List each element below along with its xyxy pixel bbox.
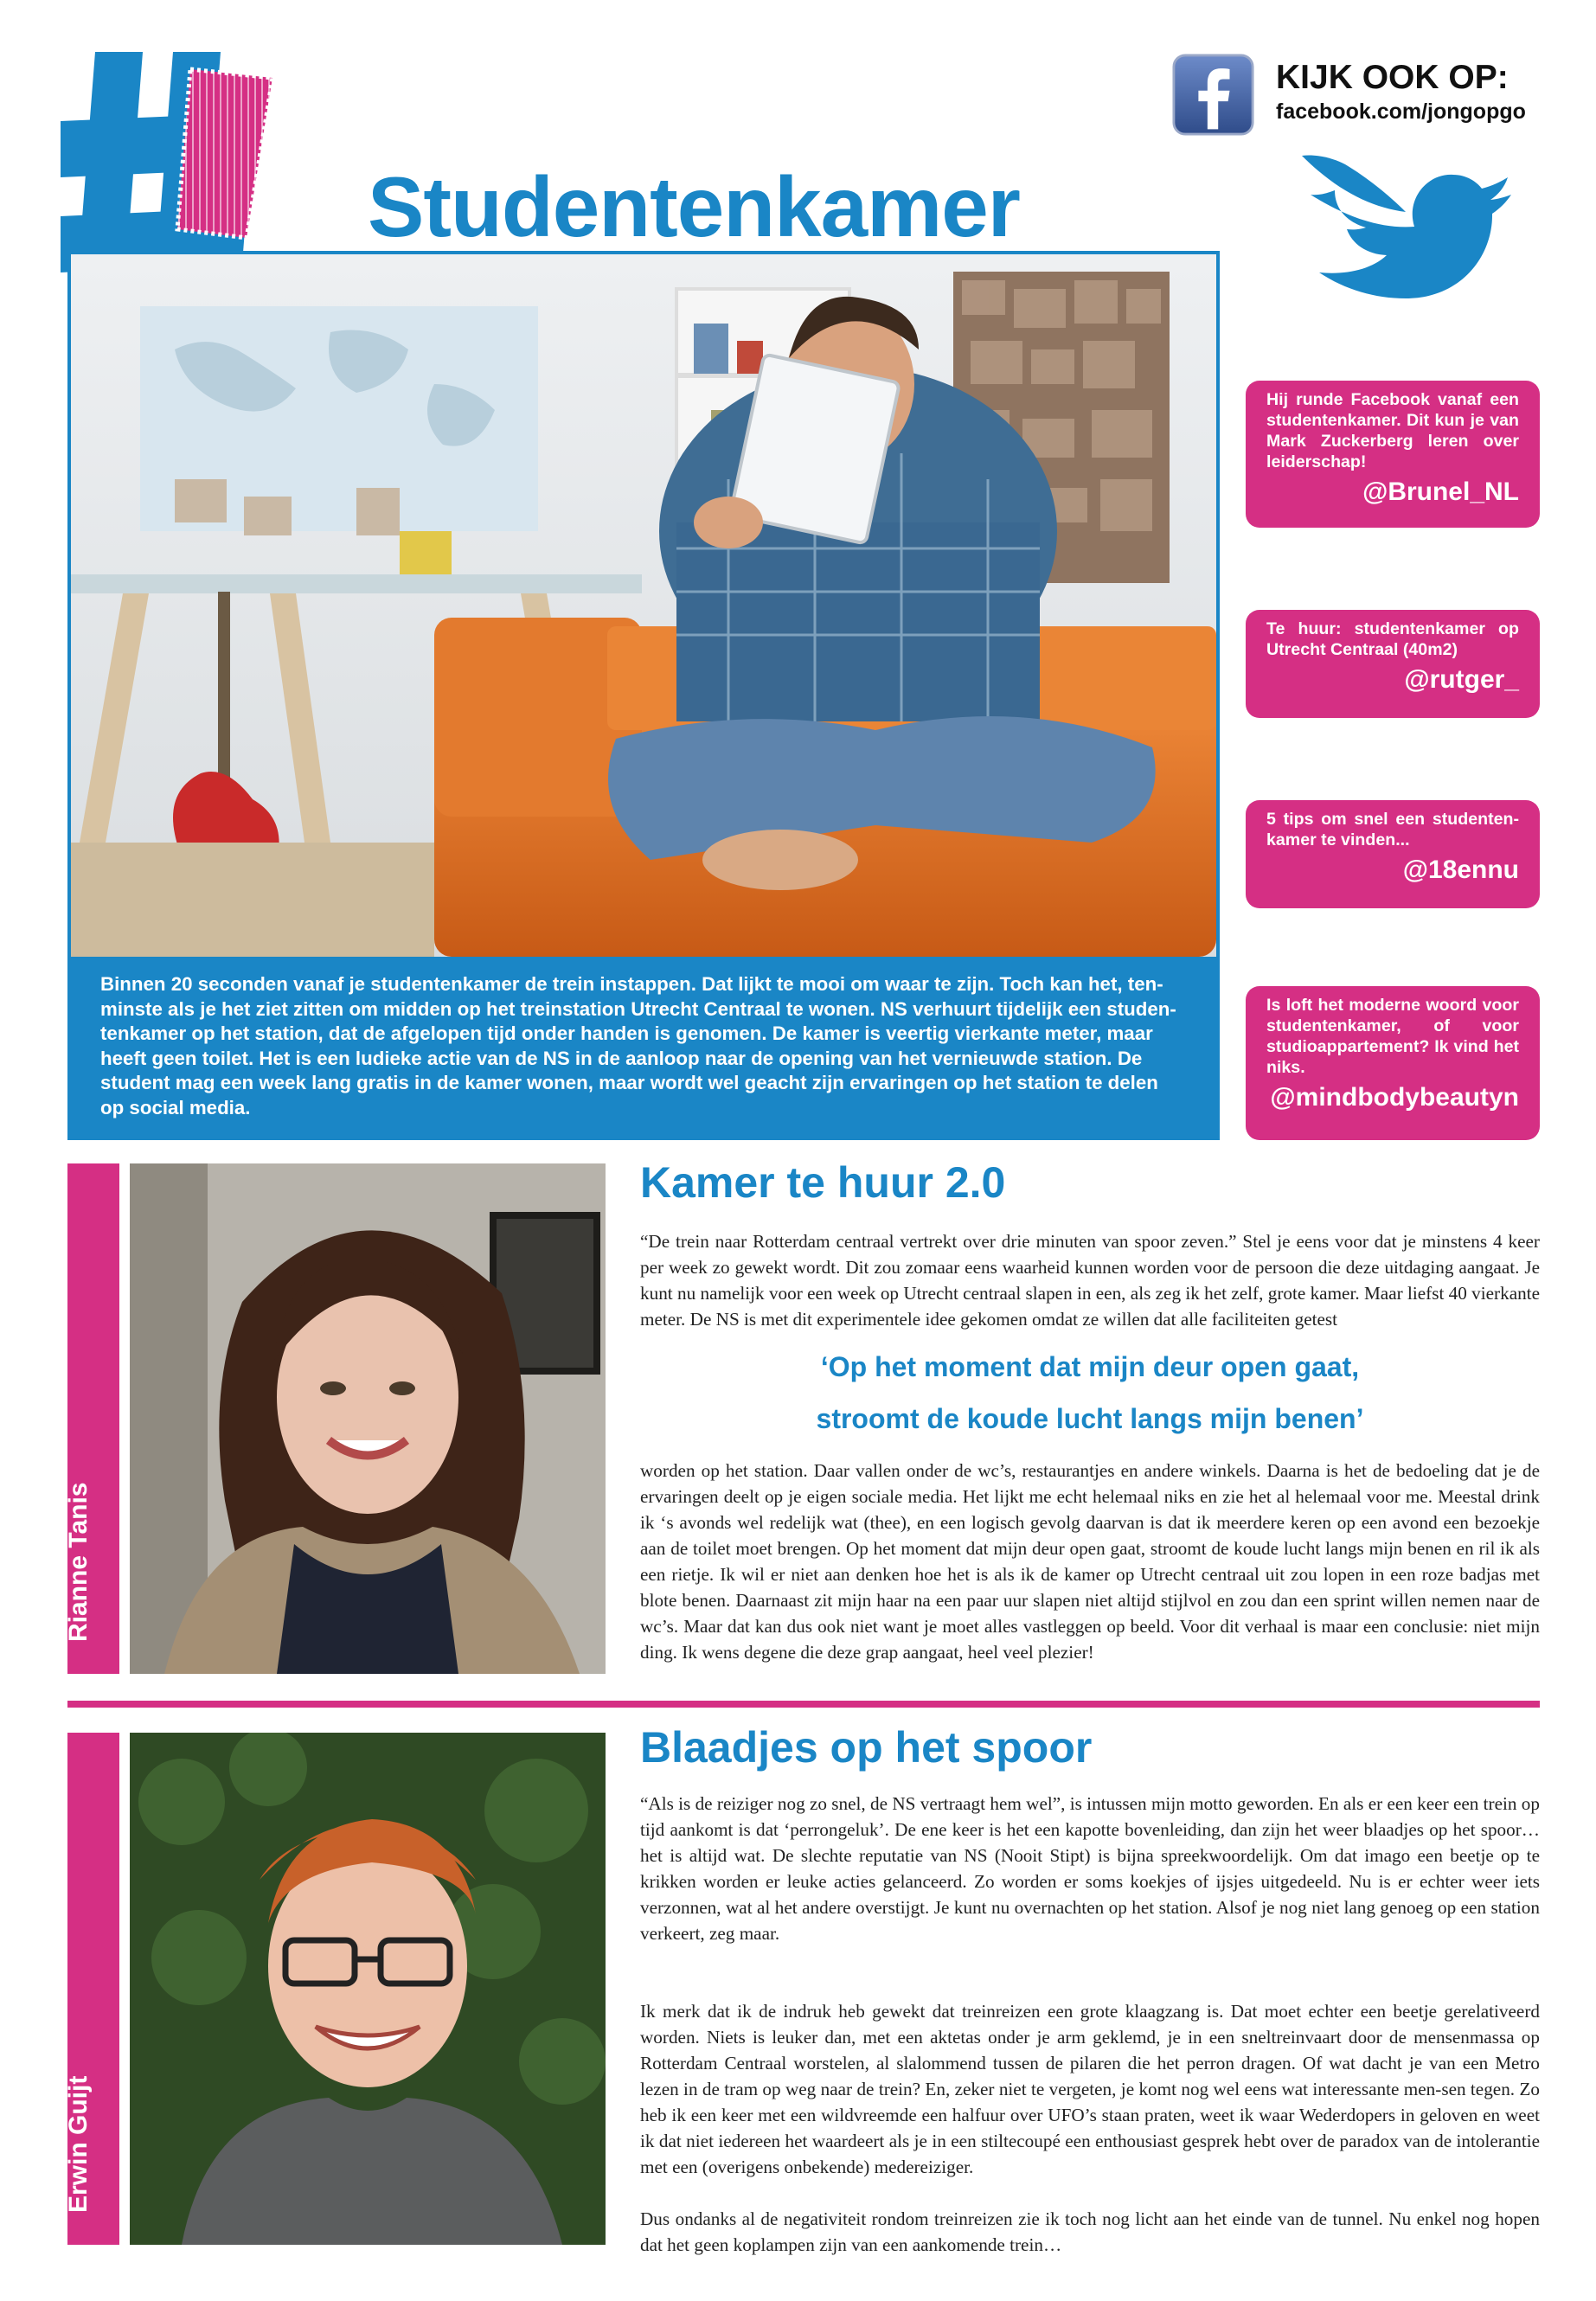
author-name: Erwin Guijt [64, 2075, 93, 2213]
section-title: Kamer te huur 2.0 [640, 1158, 1006, 1207]
pull-quote-line: stroomt de koude lucht langs mijn benen’ [816, 1403, 1364, 1434]
tweet-handle[interactable]: @18ennu [1402, 856, 1519, 884]
article-paragraph: “De trein naar Rotterdam centraal vertrekt over drie minuten van spoor zeven.” Stel je eens voor dat je minstens 4 keer per week zo gewekt wordt. Dit zou zomaar eens waarheid kunnen worden voor de persoon die deze uitdaging aangaat. Je kunt nu namelijk voor een week op Utrecht centraal slapen in een, als zeg ik het zelf, grote kamer. Maar liefst 40 vierkante meter. De NS is met dit experimentele idee gekomen omdat ze willen dat alle faciliteiten getest [640, 1231, 1540, 1330]
article-paragraph: Dus ondanks al de negativiteit rondom treinreizen zie ik toch nog licht aan het einde van de tunnel. Nu enkel nog hopen dat het geen koplampen zijn van een aankomende trein… [640, 2208, 1540, 2255]
tweet-card[interactable] [1246, 800, 1540, 908]
facebook-heading: KIJK OOK OP: [1276, 59, 1509, 96]
tweet-text: Hij runde Facebook vanaf een studentenkamer. Dit kun je van Mark Zuckerberg leren over leiderschap! [1266, 390, 1519, 471]
hero-photo [67, 251, 1220, 960]
author-bar [64, 1733, 119, 2245]
tweet-card[interactable] [1246, 986, 1540, 1140]
tweet-card[interactable] [1246, 381, 1540, 528]
author-name: Rianne Tanis [64, 1482, 93, 1642]
facebook-url-link[interactable]: facebook.com/jongopgo [1276, 99, 1526, 124]
twitter-bird-icon[interactable] [1285, 147, 1514, 303]
author-portrait [130, 1733, 606, 2245]
section-title: Blaadjes op het spoor [640, 1723, 1093, 1772]
intro-box [67, 960, 1220, 1140]
pull-quote-line: ‘Op het moment dat mijn deur open gaat, [820, 1351, 1360, 1382]
article-paragraph: worden op het station. Daar vallen onder de wc’s, restaurantjes en andere winkels. Daarna is het de bedoeling dat je de ervaringen deelt op je eigen sociale media. Het lijkt me echt helemaal niks en zie het al helemaal voor me. Meestal drink ik ‘s avonds wel redelijk wat (thee), en een logisch gevolg daarvan is dat ik meerdere keren op een avond een bezoekje aan de toilet moet brengen. Op het moment dat mijn deur open gaat, stroomt de koude lucht langs mijn benen en ril ik als een rietje. Ik wil er niet aan denken hoe het is als ik de kamer op Utrecht centraal uit zou lopen in een roze badjas met blote benen. Daarnaast zit mijn haar na een paar uur slapen niet altijd stijlvol en zou dan een sprint willen nemen naar de wc’s. Maar dat kan dus ook niet want je moet alles vastleggen op beeld. Voor dit verhaal is maar een conclusie: niet mijn ding. Ik wens degene die deze grap aangaat, heel veel plezier! [640, 1460, 1540, 1663]
facebook-icon[interactable] [1172, 54, 1254, 136]
intro-text: Binnen 20 seconden vanaf je studentenkamer de trein instappen. Dat lijkt te mooi om waar te zijn. Toch kan het, ten-minste als je het ziet zitten om midden op het treinstation Utrecht Centraal te wonen. NS verhuurt tijdelijk een studen-tenkamer op het station, dat de afgelopen tijd onder handen is genomen. De kamer is veertig vierkante meter, maar heeft geen toilet. Het is een ludieke actie van de NS in de aanloop naar de opening van het vernieuwde station. De student mag een week lang gratis in de kamer wonen, maar wordt wel geacht zijn ervaringen op het station te delen op social media. [100, 973, 1176, 1118]
author-bar [64, 1163, 119, 1674]
tweet-card[interactable] [1246, 610, 1540, 718]
tweet-handle[interactable]: @Brunel_NL [1362, 478, 1519, 506]
tweet-text: 5 tips om snel een studenten-kamer te vinden... [1266, 810, 1519, 849]
author-portrait [130, 1163, 606, 1674]
page-title: Studentenkamer [368, 159, 1020, 254]
tweet-handle[interactable]: @mindbodybeautyn [1270, 1083, 1519, 1112]
article-paragraph: Ik merk dat ik de indruk heb gewekt dat treinreizen een grote klaagzang is. Dat moet echter een beetje gerelativeerd worden. Niets is leuker dan, met een aktetas onder je arm geklemd, je in een sneltreinvaart door de mensenmassa op Rotterdam Centraal worstelen, al slalommend tussen de pilaren die het perron dragen. Of wat dacht je van een Metro lezen in de tram op weg naar de trein? En, zeker niet te vergeten, je komt nog wel eens wat interessante men-sen tegen. Zo heb ik een keer met een wildvreemde een halfuur over UFO’s staan praten, weet ik waar Wederdopers in geloven en weet ik dat niet iedereen het waardeert als je in een stiltecoupé een enthousiast gesprek hebt over de paradox van de intolerantie met een (overigens onbekende) medereiziger. [640, 2001, 1540, 2177]
article-paragraph: “Als is de reiziger nog zo snel, de NS vertraagt hem wel”, is intussen mijn motto geworden. En als er een keer een trein op tijd aankomt is dat ‘perrongeluk’. De ene keer is het een kapotte bovenleiding, dan zijn het weer blaadjes op het spoor… het is altijd wat. De slechte reputatie van NS (Nooit Stipt) is bijna spreekwoordelijk. Om dat imago een beetje op te krikken worden er leuke acties gelanceerd. Zo worden er soms koekjes of ijsjes uitgedeeld. Nu is er echter weer iets verzonnen, wat al het andere overstijgt. Je kunt nu overnachten op het station. Alsof je nog niet lang genoeg op een station verkeert, zeg maar. [640, 1793, 1540, 1944]
tweet-handle[interactable]: @rutger_ [1404, 665, 1519, 694]
tweet-text: Is loft het moderne woord voor studentenkamer, of voor studioappartement? Ik vind het niks. [1266, 996, 1519, 1077]
tweet-text: Te huur: studentenkamer op Utrecht Centraal (40m2) [1266, 619, 1519, 659]
section-divider [67, 1701, 1540, 1708]
